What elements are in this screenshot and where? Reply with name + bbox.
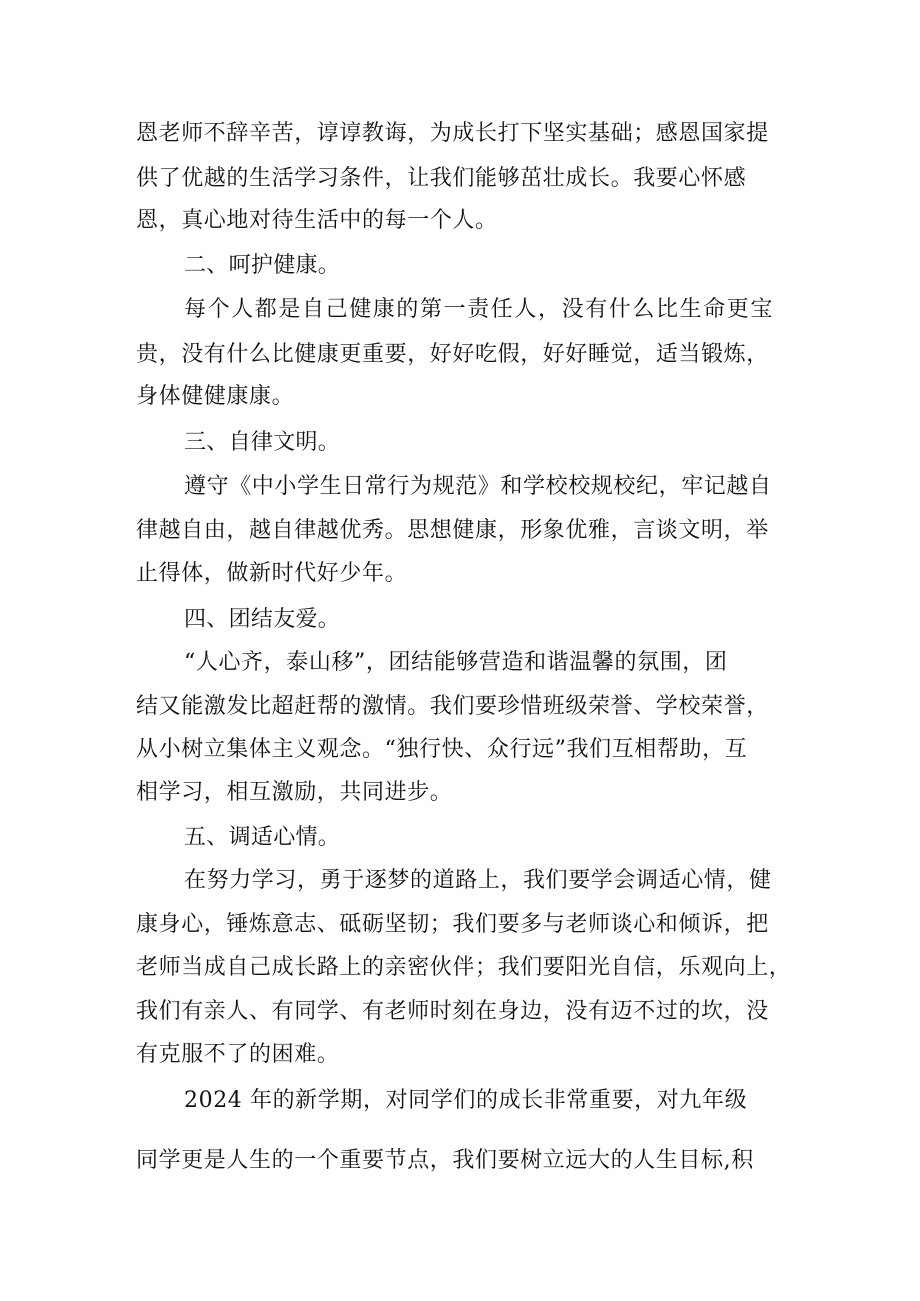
paragraph-line: 从小树立集体主义观念。“独行快、众行远”我们互相帮助，互	[136, 737, 748, 762]
paragraph-line: 恩，真心地对待生活中的每一个人。	[136, 208, 498, 233]
paragraph-line: 2024 年的新学期，对同学们的成长非常重要，对九年级	[184, 1088, 748, 1113]
paragraph-line: 我们有亲人、有同学、有老师时刻在身边，没有迈不过的坎，没	[136, 999, 769, 1024]
paragraph-line: 供了优越的生活学习条件，让我们能够茁壮成长。我要心怀感	[136, 166, 747, 191]
section-heading: 三、自律文明。	[184, 430, 341, 455]
paragraph-line: 相学习，相互激励，共同进步。	[136, 780, 453, 805]
paragraph-line: 结又能激发比超赶帮的激情。我们要珍惜班级荣誉、学校荣誉，	[136, 694, 769, 719]
section-heading: 二、呵护健康。	[184, 253, 341, 278]
paragraph-line: 止得体，做新时代好少年。	[136, 561, 408, 586]
paragraph-line: 恩老师不辞辛苦，谆谆教诲，为成长打下坚实基础；感恩国家提	[136, 121, 769, 146]
section-heading: 五、调适心情。	[184, 825, 341, 850]
paragraph-line: 老师当成自己成长路上的亲密伙伴；我们要阳光自信，乐观向上，	[136, 955, 792, 980]
paragraph-line: 在努力学习，勇于逐梦的道路上，我们要学会调适心情，健	[184, 868, 772, 893]
paragraph-line: 康身心，锤炼意志、砥砺坚韧；我们要多与老师谈心和倾诉，把	[136, 912, 769, 937]
paragraph-line: 有克服不了的困难。	[136, 1042, 340, 1067]
paragraph-line: 律越自由，越自律越优秀。思想健康，形象优雅，言谈文明，举	[136, 518, 769, 543]
paragraph-line: 同学更是人生的一个重要节点，我们要树立远大的人生目标,积	[136, 1148, 754, 1173]
paragraph-line: “人心齐，泰山移”，团结能够营造和谐温馨的氛围，团	[184, 650, 728, 675]
paragraph-line: 身体健健康康。	[136, 384, 295, 409]
paragraph-line: 遵守《中小学生日常行为规范》和学校校规校纪，牢记越自	[184, 474, 772, 499]
paragraph-line: 每个人都是自己健康的第一责任人，没有什么比生命更宝	[184, 297, 775, 322]
paragraph-line: 贵，没有什么比健康更重要，好好吃假，好好睡觉，适当锻炼，	[136, 342, 769, 367]
section-heading: 四、团结友爱。	[184, 607, 341, 632]
